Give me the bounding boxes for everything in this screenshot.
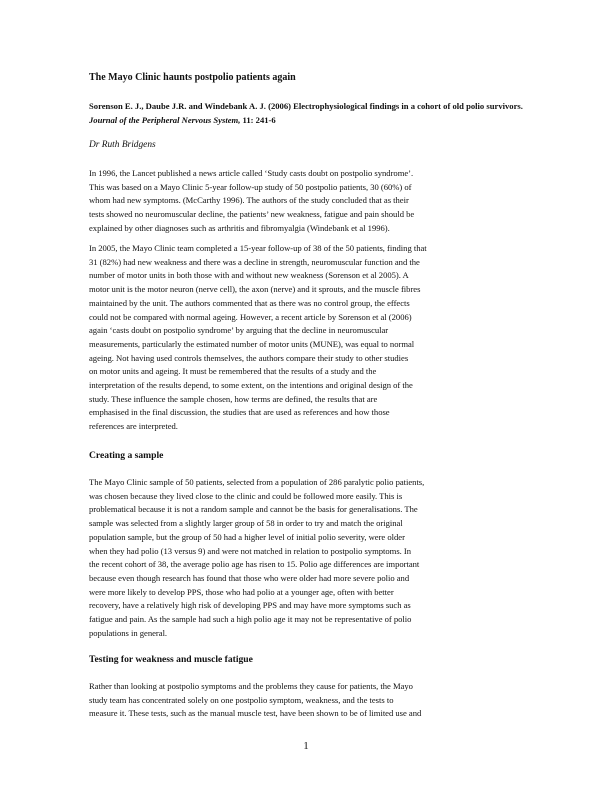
text-line: In 1996, the Lancet published a news article called ‘Study casts doubt on postpolio syndrome’. [89,168,414,178]
text-line: 31 (82%) had new weakness and there was a decline in strength, neuromuscular function and the [89,256,420,267]
text-line: were more likely to develop PPS, those who had polio at a younger age, often with better [89,586,394,597]
citation [89,100,525,127]
page-number: 1 [303,740,309,752]
text-line: In 2005, the Mayo Clinic team completed a 15-year follow-up of 38 of the 50 patients, finding that [89,243,427,253]
section-heading-testing-weakness: Testing for weakness and muscle fatigue [89,654,253,665]
text-line: tests showed no neuromuscular decline, the patients’ new weakness, fatigue and pain should be [89,209,415,220]
section-heading-creating-sample: Creating a sample [89,450,164,461]
text-line: when they had polio (13 versus 9) and were not matched in relation to postpolio symptoms. In [89,545,412,556]
text-line: population sample, but the group of 50 had a higher level of initial polio severity, were older [89,531,405,542]
text-line: measurements, particularly the estimated number of motor units (MUNE), was equal to normal [89,338,415,349]
text-line: Rather than looking at postpolio symptoms and the problems they cause for patients, the Mayo [89,681,413,691]
text-line: fatigue and pain. As the sample had such a high polio age it may not be representative of polio [89,614,412,625]
text-line: because even though research has found that those who were older had more severe polio and [89,572,410,583]
citation-authors: Sorenson E. J., Daube J.R. and Windebank A. J. (2006) Electrophysiological findings in a cohort of old polio survivors. [89,101,523,111]
text-line: references are interpreted. [89,421,178,432]
text-line: number of motor units in both those with and without new weakness (Sorenson et al 2005). A [89,270,409,281]
text-line: motor unit is the motor neuron (nerve cell), the axon (nerve) and it sprouts, and the muscle fibres [89,284,421,295]
citation-journal: Journal of the Peripheral Nervous System, [89,114,241,125]
text-line: The Mayo Clinic sample of 50 patients, selected from a population of 286 paralytic polio patients, [89,477,425,487]
text-line: ageing. Not having used controls themselves, the authors compare their study to other studies [89,352,409,363]
author-name: Dr Ruth Bridgens [89,140,156,150]
text-line: recovery, have a relatively high risk of developing PPS and may have more symptoms such as [89,600,411,611]
text-line: interpretation of the results depend, to some extent, on the intentions and original design of the [89,380,413,391]
text-line: explained by other diagnoses such as arthritis and fibromyalgia (Windebank et al 1996). [89,222,390,233]
paragraph-1 [89,167,525,236]
citation-volume: 11: 241-6 [242,114,276,125]
text-line: again ‘casts doubt on postpolio syndrome’ by arguing that the decline in neuromuscular [89,325,389,336]
paragraph-3 [89,476,525,640]
text-line: the recent cohort of 38, the average polio age has risen to 15. Polio age differences are important [89,559,420,570]
text-line: sample was selected from a slightly larger group of 58 in order to try and match the original [89,518,403,529]
text-line: on motor units and ageing. It must be remembered that the results of a study and the [89,366,377,377]
paragraph-4 [89,680,525,721]
text-line: This was based on a Mayo Clinic 5-year follow-up study of 50 postpolio patients, 30 (60%) of [89,181,412,192]
text-line: study. These influence the sample chosen, how terms are defined, the results that are [89,393,378,404]
text-line: whom had new symptoms. (McCarthy 1996). The authors of the study concluded that as their [89,195,409,206]
text-line: populations in general. [89,627,168,638]
document-title: The Mayo Clinic haunts postpolio patients again [89,72,296,83]
text-line: was chosen because they lived close to the clinic and could be followed more easily. This is [89,490,403,501]
text-line: measure it. These tests, such as the manual muscle test, have been shown to be of limited use and [89,708,422,719]
paragraph-2 [89,242,525,434]
text-line: problematical because it is not a random sample and cannot be the basis for generalisations. The [89,504,418,515]
text-line: emphasised in the final discussion, the studies that are used as references and how those [89,407,390,418]
text-line: study team has concentrated solely on one postpolio symptom, weakness, and the tests to [89,694,394,705]
text-line: could not be compared with normal ageing. However, a recent article by Sorenson et al (2006) [89,311,412,322]
text-line: maintained by the unit. The authors commented that as there was no control group, the effects [89,297,410,308]
